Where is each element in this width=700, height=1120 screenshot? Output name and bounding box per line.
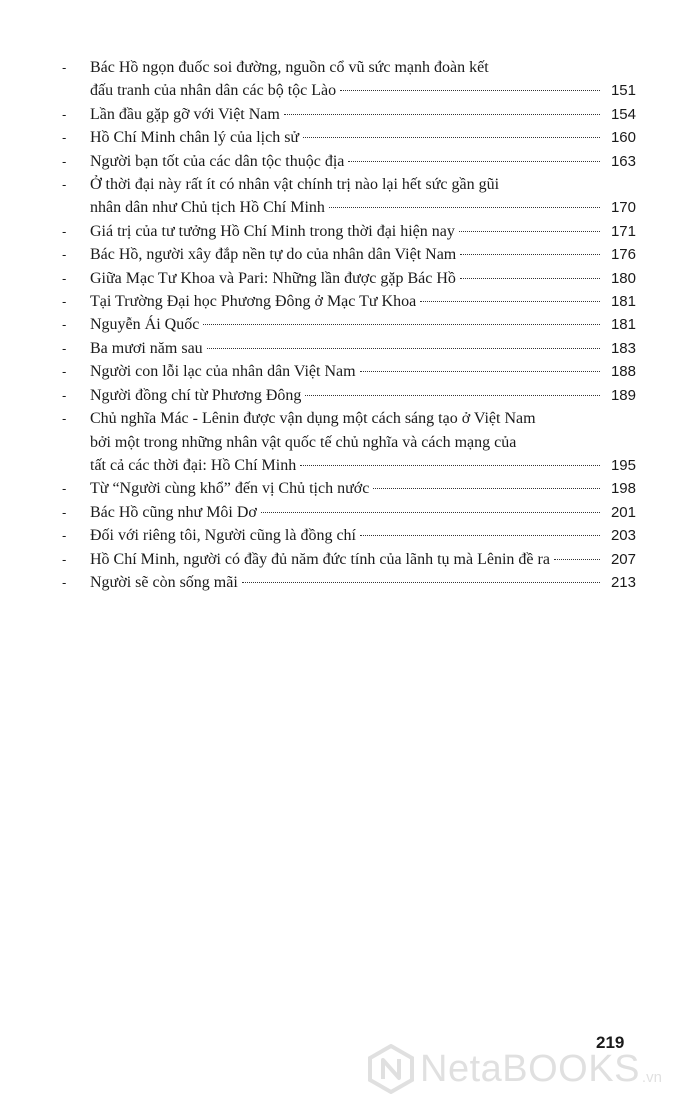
toc-entry — [58, 548, 636, 571]
toc-bullet-dash: - — [62, 317, 67, 333]
toc-entry — [58, 477, 636, 500]
toc-entry-title: tất cả các thời đại: Hồ Chí Minh — [90, 456, 297, 474]
toc-entry-last-line — [90, 150, 636, 173]
dot-leader — [420, 301, 600, 302]
toc-entry-title: nhân dân như Chủ tịch Hồ Chí Minh — [90, 199, 325, 217]
toc-entry-title-line: Ở thời đại này rất ít có nhân vật chính trị nào lại hết sức gần gũi — [90, 176, 500, 194]
dot-leader — [261, 512, 600, 513]
dot-leader — [460, 278, 600, 279]
watermark — [368, 1044, 662, 1094]
toc-entry — [58, 103, 636, 126]
toc-entry — [58, 313, 636, 336]
toc-entry — [58, 384, 636, 407]
toc-page-number: 181 — [610, 293, 636, 311]
toc-entry-title-line: bởi một trong những nhân vật quốc tế chủ nghĩa và cách mạng của — [90, 433, 517, 451]
dot-leader — [373, 488, 600, 489]
watermark-tld: .vn — [641, 1068, 662, 1086]
toc-page-number: 154 — [610, 105, 636, 123]
toc-entry-last-line — [90, 103, 636, 126]
toc-entry-last-line — [90, 243, 636, 266]
toc-page-number: 189 — [610, 386, 636, 404]
watermark-brand: NetaBOOKS — [420, 1047, 640, 1090]
toc-page-number: 170 — [610, 199, 636, 217]
toc-entry-last-line — [90, 290, 636, 313]
toc-entry-title: Người sẽ còn sống mãi — [90, 573, 238, 591]
toc-page-number: 176 — [610, 246, 636, 264]
toc-entry-last-line — [90, 454, 636, 477]
toc-entry — [58, 220, 636, 243]
toc-entry-last-line — [90, 501, 636, 524]
toc-entry — [58, 56, 636, 103]
toc-bullet-dash: - — [62, 411, 67, 427]
toc-entry-title: Hồ Chí Minh, người có đầy đủ năm đức tính của lãnh tụ mà Lênin đề ra — [90, 550, 550, 568]
toc-entry-last-line — [90, 548, 636, 571]
toc-page-number: 180 — [610, 269, 636, 287]
toc-bullet-dash: - — [62, 528, 67, 544]
toc-entry — [58, 501, 636, 524]
toc-entry-last-line — [90, 267, 636, 290]
toc-entry-title: Tại Trường Đại học Phương Đông ở Mạc Tư Khoa — [90, 293, 417, 311]
toc-entry-last-line — [90, 384, 636, 407]
dot-leader — [284, 114, 600, 115]
toc-bullet-dash: - — [62, 504, 67, 520]
dot-leader — [360, 371, 600, 372]
toc-entry-title: Ba mươi năm sau — [90, 339, 203, 357]
toc-bullet-dash: - — [62, 364, 67, 380]
toc-page-number: 213 — [610, 573, 636, 591]
toc-entry-title-line: Chủ nghĩa Mác - Lênin được vận dụng một cách sáng tạo ở Việt Nam — [90, 410, 536, 428]
dot-leader — [459, 231, 600, 232]
dot-leader — [242, 582, 600, 583]
toc-entry — [58, 150, 636, 173]
toc-bullet-dash: - — [62, 223, 67, 239]
toc-entry-last-line — [90, 477, 636, 500]
toc-entry — [58, 290, 636, 313]
toc-entry-title: Giá trị của tư tưởng Hồ Chí Minh trong thời đại hiện nay — [90, 222, 455, 240]
toc-page-number: 207 — [610, 550, 636, 568]
dot-leader — [460, 254, 600, 255]
toc-entry-title: Bác Hồ cũng như Môi Dơ — [90, 503, 257, 521]
toc-entry-title: Người đồng chí từ Phương Đông — [90, 386, 302, 404]
toc-bullet-dash: - — [62, 481, 67, 497]
toc-entry-title: Người bạn tốt của các dân tộc thuộc địa — [90, 152, 345, 170]
dot-leader — [300, 465, 600, 466]
toc-page-number: 203 — [610, 527, 636, 545]
dot-leader — [303, 137, 600, 138]
toc-bullet-dash: - — [62, 106, 67, 122]
toc-entry-last-line — [90, 360, 636, 383]
toc-entry-title: Giữa Mạc Tư Khoa và Pari: Những lần được gặp Bác Hồ — [90, 269, 456, 287]
toc-entry-last-line — [90, 79, 636, 102]
toc-entry-last-line — [90, 524, 636, 547]
toc-bullet-dash: - — [62, 387, 67, 403]
toc-entry-title: Nguyễn Ái Quốc — [90, 316, 200, 334]
toc-page-number: 183 — [610, 339, 636, 357]
toc-bullet-dash: - — [62, 60, 67, 75]
toc-page-number: 188 — [610, 363, 636, 381]
toc-bullet-dash: - — [62, 153, 67, 169]
page-number: 219 — [596, 1033, 625, 1052]
toc-bullet-dash: - — [62, 294, 67, 310]
toc-entry-title: Lần đầu gặp gỡ với Việt Nam — [90, 105, 280, 123]
toc-entry-title: đấu tranh của nhân dân các bộ tộc Lào — [90, 82, 337, 100]
toc-bullet-dash: - — [62, 130, 67, 146]
dot-leader — [340, 90, 600, 91]
toc-entry — [58, 407, 636, 477]
table-of-contents — [58, 56, 636, 594]
dot-leader — [203, 324, 600, 325]
toc-page-number: 195 — [610, 456, 636, 474]
toc-entry-title: Từ “Người cùng khổ” đến vị Chủ tịch nước — [90, 480, 370, 498]
toc-page-number: 201 — [610, 503, 636, 521]
dot-leader — [207, 348, 600, 349]
toc-entry-title: Đối với riêng tôi, Người cũng là đồng chí — [90, 527, 356, 545]
dot-leader — [554, 559, 600, 560]
toc-page-number: 163 — [610, 152, 636, 170]
toc-entry — [58, 243, 636, 266]
toc-entry-last-line — [90, 196, 636, 219]
toc-page-number: 181 — [610, 316, 636, 334]
toc-entry — [58, 337, 636, 360]
toc-entry — [58, 173, 636, 220]
toc-entry-last-line — [90, 337, 636, 360]
toc-page-number: 198 — [610, 480, 636, 498]
dot-leader — [329, 207, 600, 208]
n-logo-icon — [368, 1044, 414, 1094]
dot-leader — [305, 395, 600, 396]
toc-entry-last-line — [90, 126, 636, 149]
dot-leader — [360, 535, 600, 536]
toc-entry — [58, 571, 636, 594]
toc-entry — [58, 524, 636, 547]
toc-entry-title-line: Bác Hồ ngọn đuốc soi đường, nguồn cổ vũ sức mạnh đoàn kết — [90, 59, 489, 76]
toc-page-number: 160 — [610, 129, 636, 147]
toc-entry-title: Hồ Chí Minh chân lý của lịch sử — [90, 129, 300, 147]
dot-leader — [348, 161, 600, 162]
toc-entry-title: Bác Hồ, người xây đắp nền tự do của nhân dân Việt Nam — [90, 246, 457, 264]
toc-bullet-dash: - — [62, 177, 67, 193]
toc-entry-last-line — [90, 571, 636, 594]
toc-bullet-dash: - — [62, 247, 67, 263]
toc-entry-last-line — [90, 313, 636, 336]
toc-page-number: 151 — [610, 82, 636, 100]
toc-page-number: 171 — [610, 222, 636, 240]
toc-entry-title: Người con lỗi lạc của nhân dân Việt Nam — [90, 363, 356, 381]
toc-bullet-dash: - — [62, 270, 67, 286]
toc-entry-last-line — [90, 220, 636, 243]
toc-entry — [58, 126, 636, 149]
toc-bullet-dash: - — [62, 574, 67, 590]
toc-bullet-dash: - — [62, 340, 67, 356]
toc-entry — [58, 267, 636, 290]
toc-bullet-dash: - — [62, 551, 67, 567]
toc-entry — [58, 360, 636, 383]
